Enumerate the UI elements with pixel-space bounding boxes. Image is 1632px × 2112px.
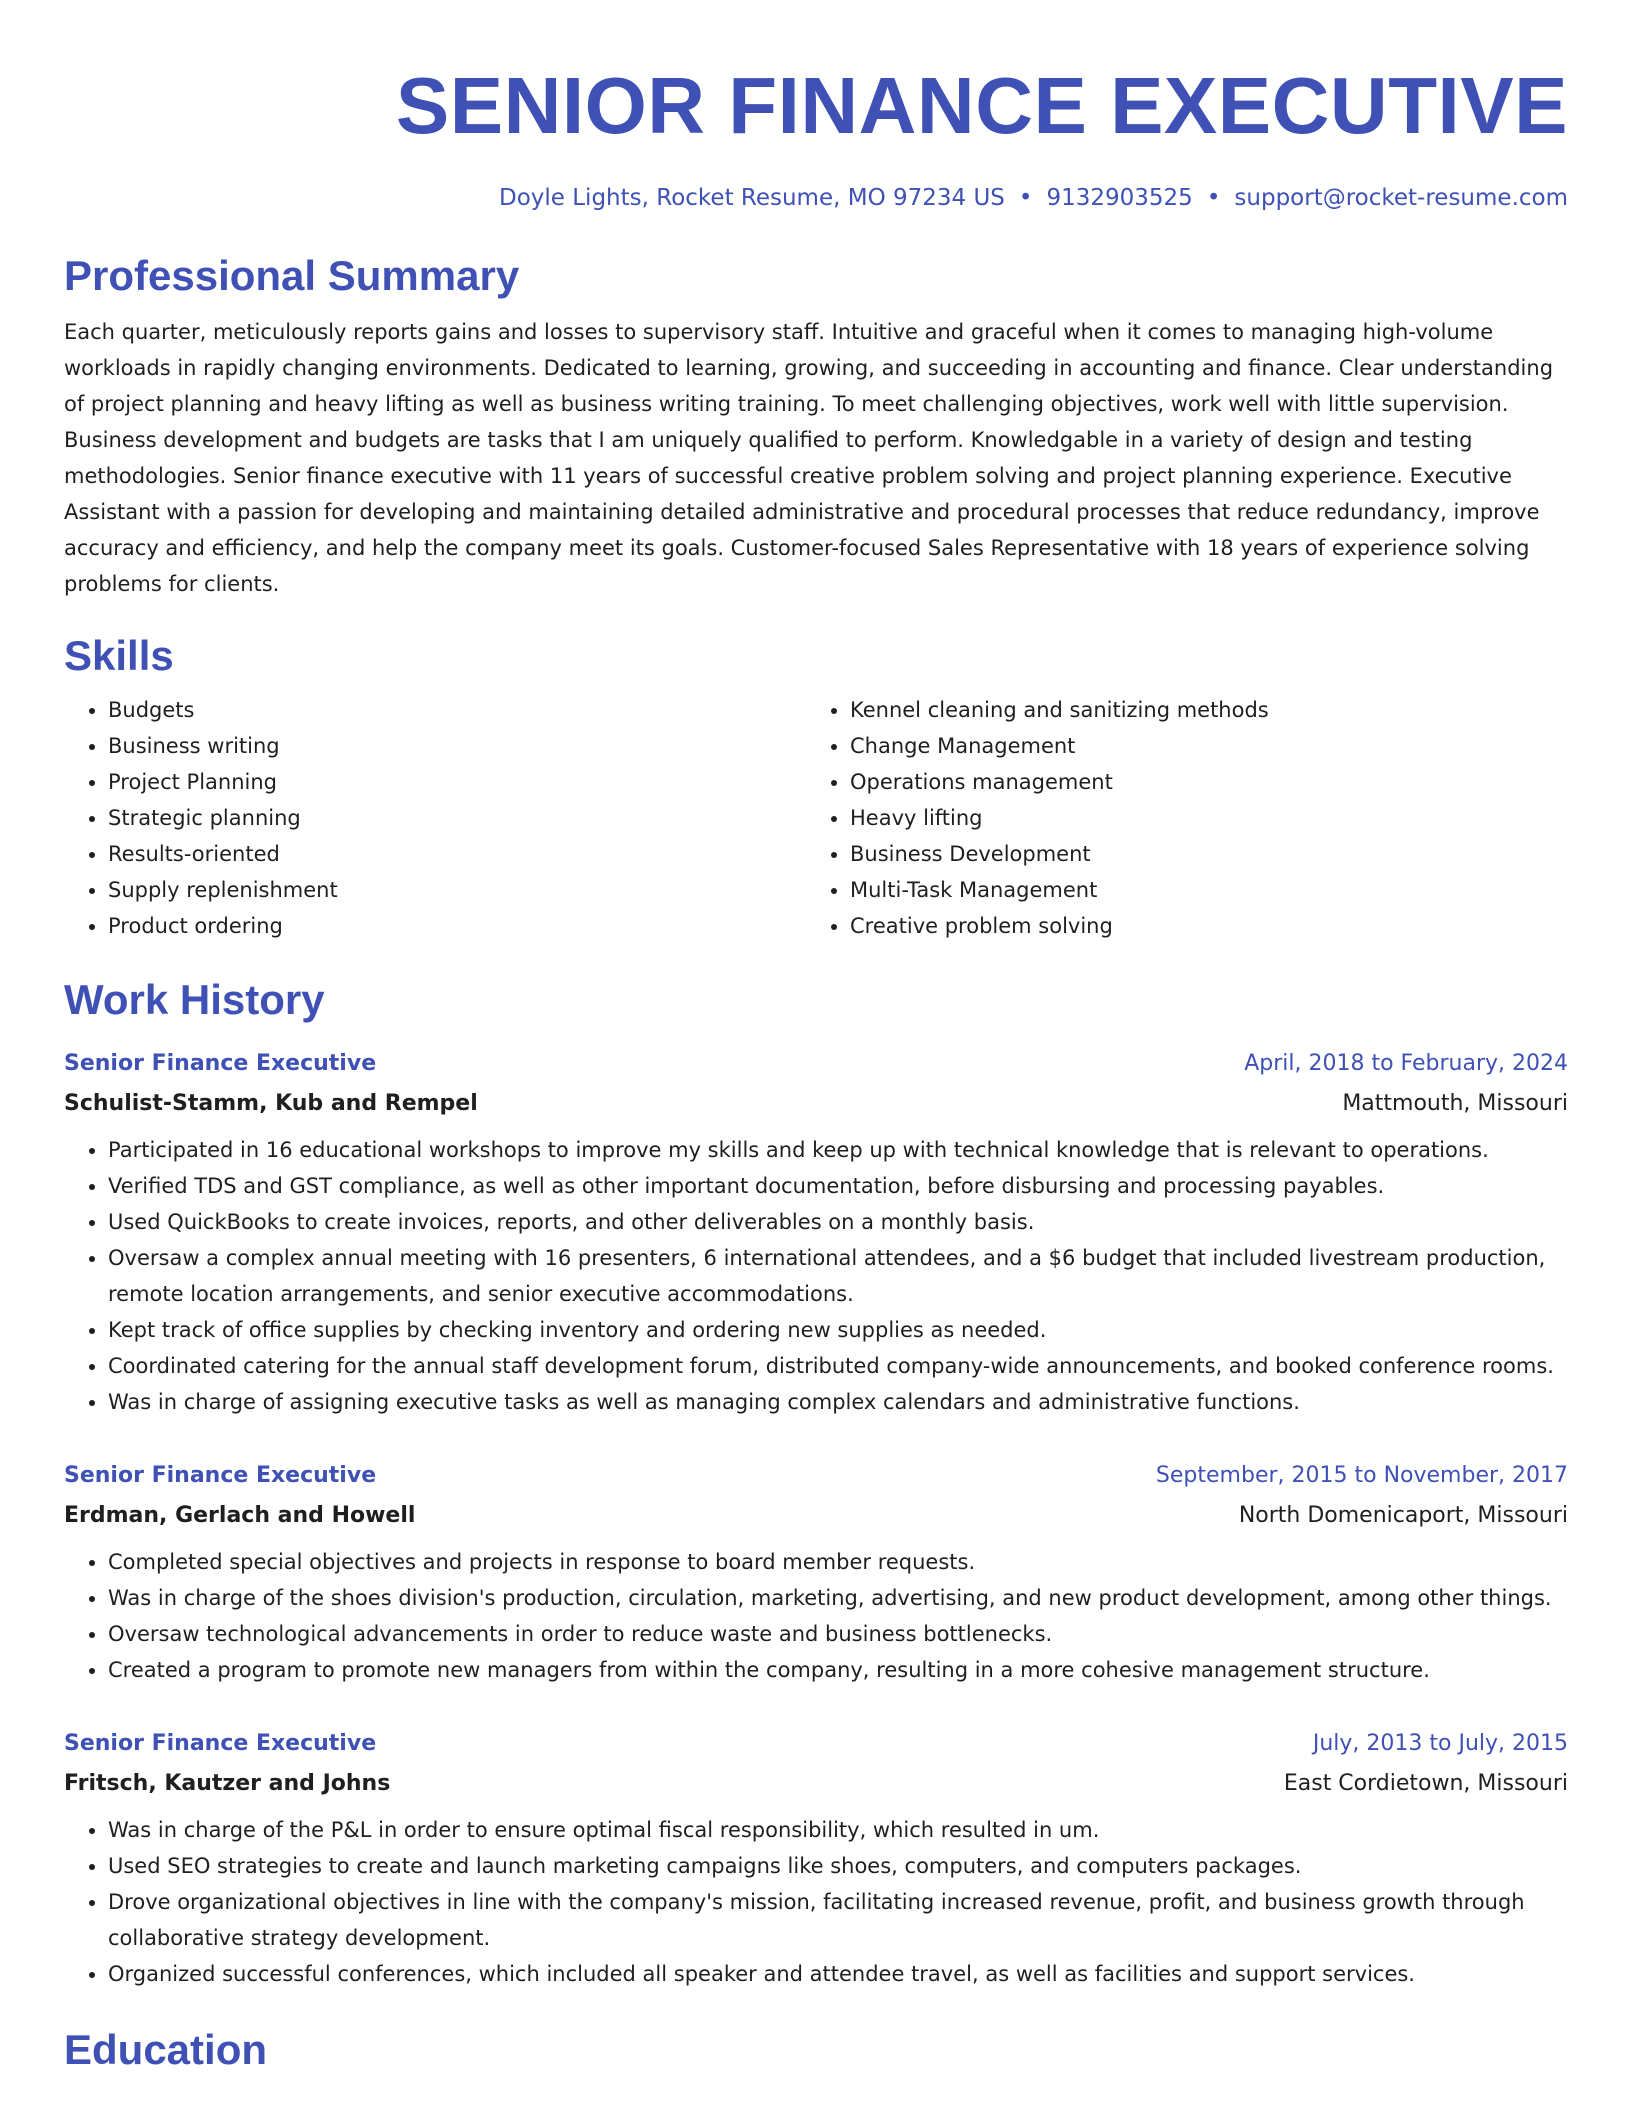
job-bullet: • Used SEO strategies to create and launch marketing campaigns like shoes, computers, and computers packages. <box>108 1848 1568 1884</box>
job-entry <box>64 1724 1568 1992</box>
job-bullet: • Completed special objectives and projects in response to board member requests. <box>108 1544 1568 1580</box>
skill-item: • Project Planning <box>108 764 806 800</box>
job-bullet: • Drove organizational objectives in line with the company's mission, facilitating increased revenue, profit, and business growth through collaborative strategy development. <box>108 1884 1568 1956</box>
contact-separator: • <box>1206 185 1221 211</box>
contact-phone: 9132903525 <box>1046 185 1193 211</box>
job-bullet: • Was in charge of the shoes division's production, circulation, marketing, advertising, and new product development, among other things. <box>108 1580 1568 1616</box>
job-company: Fritsch, Kautzer and Johns <box>64 1771 391 1796</box>
skill-item: • Budgets <box>108 692 806 728</box>
job-header-row <box>64 1044 1568 1084</box>
skill-item: • Supply replenishment <box>108 872 806 908</box>
job-bullet: • Participated in 16 educational workshops to improve my skills and keep up with technical knowledge that is relevant to operations. <box>108 1132 1568 1168</box>
job-company-row <box>64 1764 1568 1804</box>
job-bullets <box>64 1132 1568 1420</box>
job-bullet: • Oversaw a complex annual meeting with 16 presenters, 6 international attendees, and a $6 budget that included livestream production, remote location arrangements, and senior executive accommodations. <box>108 1240 1568 1312</box>
job-bullet: • Coordinated catering for the annual staff development forum, distributed company-wide announcements, and booked conference rooms. <box>108 1348 1568 1384</box>
job-location: Mattmouth, Missouri <box>1342 1091 1568 1116</box>
skill-item: • Multi-Task Management <box>850 872 1548 908</box>
job-company-row <box>64 1496 1568 1536</box>
job-header-row <box>64 1724 1568 1764</box>
job-title: Senior Finance Executive <box>64 1051 377 1076</box>
job-bullet: • Was in charge of the P&L in order to ensure optimal fiscal responsibility, which resulted in um. <box>108 1812 1568 1848</box>
summary-text: Each quarter, meticulously reports gains and losses to supervisory staff. Intuitive and graceful when it comes to managing high-volume workloads in rapidly changing environments. Dedicated to learning, growing, and succeeding in accounting and finance. Clear understanding of project planning and heavy lifting as well as business writing training. To meet challenging objectives, work well with little supervision. Business development and budgets are tasks that I am uniquely qualified to perform. Knowledgable in a variety of design and testing methodologies. Senior finance executive with 11 years of successful creative problem solving and project planning experience. Executive Assistant with a passion for developing and maintaining detailed administrative and procedural processes that reduce redundancy, improve accuracy and efficiency, and help the company meet its goals. Customer-focused Sales Representative with 18 years of experience solving problems for clients. <box>64 320 1554 596</box>
skill-item: • Creative problem solving <box>850 908 1548 944</box>
skills-column-left <box>64 692 806 944</box>
skill-item: • Business Development <box>850 836 1548 872</box>
job-bullets <box>64 1812 1568 1992</box>
job-title: Senior Finance Executive <box>64 1731 377 1756</box>
job-title: Senior Finance Executive <box>64 1463 377 1488</box>
job-bullet: • Created a program to promote new managers from within the company, resulting in a more cohesive management structure. <box>108 1652 1568 1688</box>
job-location: East Cordietown, Missouri <box>1283 1771 1568 1796</box>
contact-email: support@rocket-resume.com <box>1234 185 1568 211</box>
education-heading: Education <box>64 2026 268 2073</box>
job-company: Erdman, Gerlach and Howell <box>64 1503 416 1528</box>
job-company: Schulist-Stamm, Kub and Rempel <box>64 1091 478 1116</box>
contact-line <box>64 182 1568 214</box>
job-dates: April, 2018 to February, 2024 <box>1244 1051 1568 1076</box>
job-bullet: • Kept track of office supplies by checking inventory and ordering new supplies as needed. <box>108 1312 1568 1348</box>
skill-item: • Kennel cleaning and sanitizing methods <box>850 692 1548 728</box>
job-bullets <box>64 1544 1568 1688</box>
job-dates: July, 2013 to July, 2015 <box>1312 1731 1568 1756</box>
job-company-row <box>64 1084 1568 1124</box>
skill-item: • Product ordering <box>108 908 806 944</box>
job-entry <box>64 1044 1568 1420</box>
skill-item: • Business writing <box>108 728 806 764</box>
skills-list <box>64 692 1568 944</box>
skill-item: • Change Management <box>850 728 1548 764</box>
job-bullet: • Verified TDS and GST compliance, as well as other important documentation, before disbursing and processing payables. <box>108 1168 1568 1204</box>
skills-heading: Skills <box>64 632 174 679</box>
job-bullet: • Organized successful conferences, which included all speaker and attendee travel, as well as facilities and support services. <box>108 1956 1568 1992</box>
job-bullet: • Oversaw technological advancements in order to reduce waste and business bottlenecks. <box>108 1616 1568 1652</box>
contact-address: Doyle Lights, Rocket Resume, MO 97234 US <box>499 185 1005 211</box>
skill-item: • Results-oriented <box>108 836 806 872</box>
skills-column-right <box>806 692 1548 944</box>
work-history-heading: Work History <box>64 976 325 1023</box>
skill-item: • Operations management <box>850 764 1548 800</box>
job-entry <box>64 1456 1568 1688</box>
resume-page <box>64 0 1568 2076</box>
contact-separator: • <box>1018 185 1033 211</box>
job-bullet: • Used QuickBooks to create invoices, reports, and other deliverables on a monthly basis. <box>108 1204 1568 1240</box>
job-bullet: • Was in charge of assigning executive tasks as well as managing complex calendars and administrative functions. <box>108 1384 1568 1420</box>
resume-name: SENIOR FINANCE EXECUTIVE <box>395 61 1568 150</box>
job-dates: September, 2015 to November, 2017 <box>1155 1463 1568 1488</box>
summary-heading: Professional Summary <box>64 252 520 299</box>
skill-item: • Heavy lifting <box>850 800 1548 836</box>
job-location: North Domenicaport, Missouri <box>1238 1503 1568 1528</box>
job-header-row <box>64 1456 1568 1496</box>
skill-item: • Strategic planning <box>108 800 806 836</box>
